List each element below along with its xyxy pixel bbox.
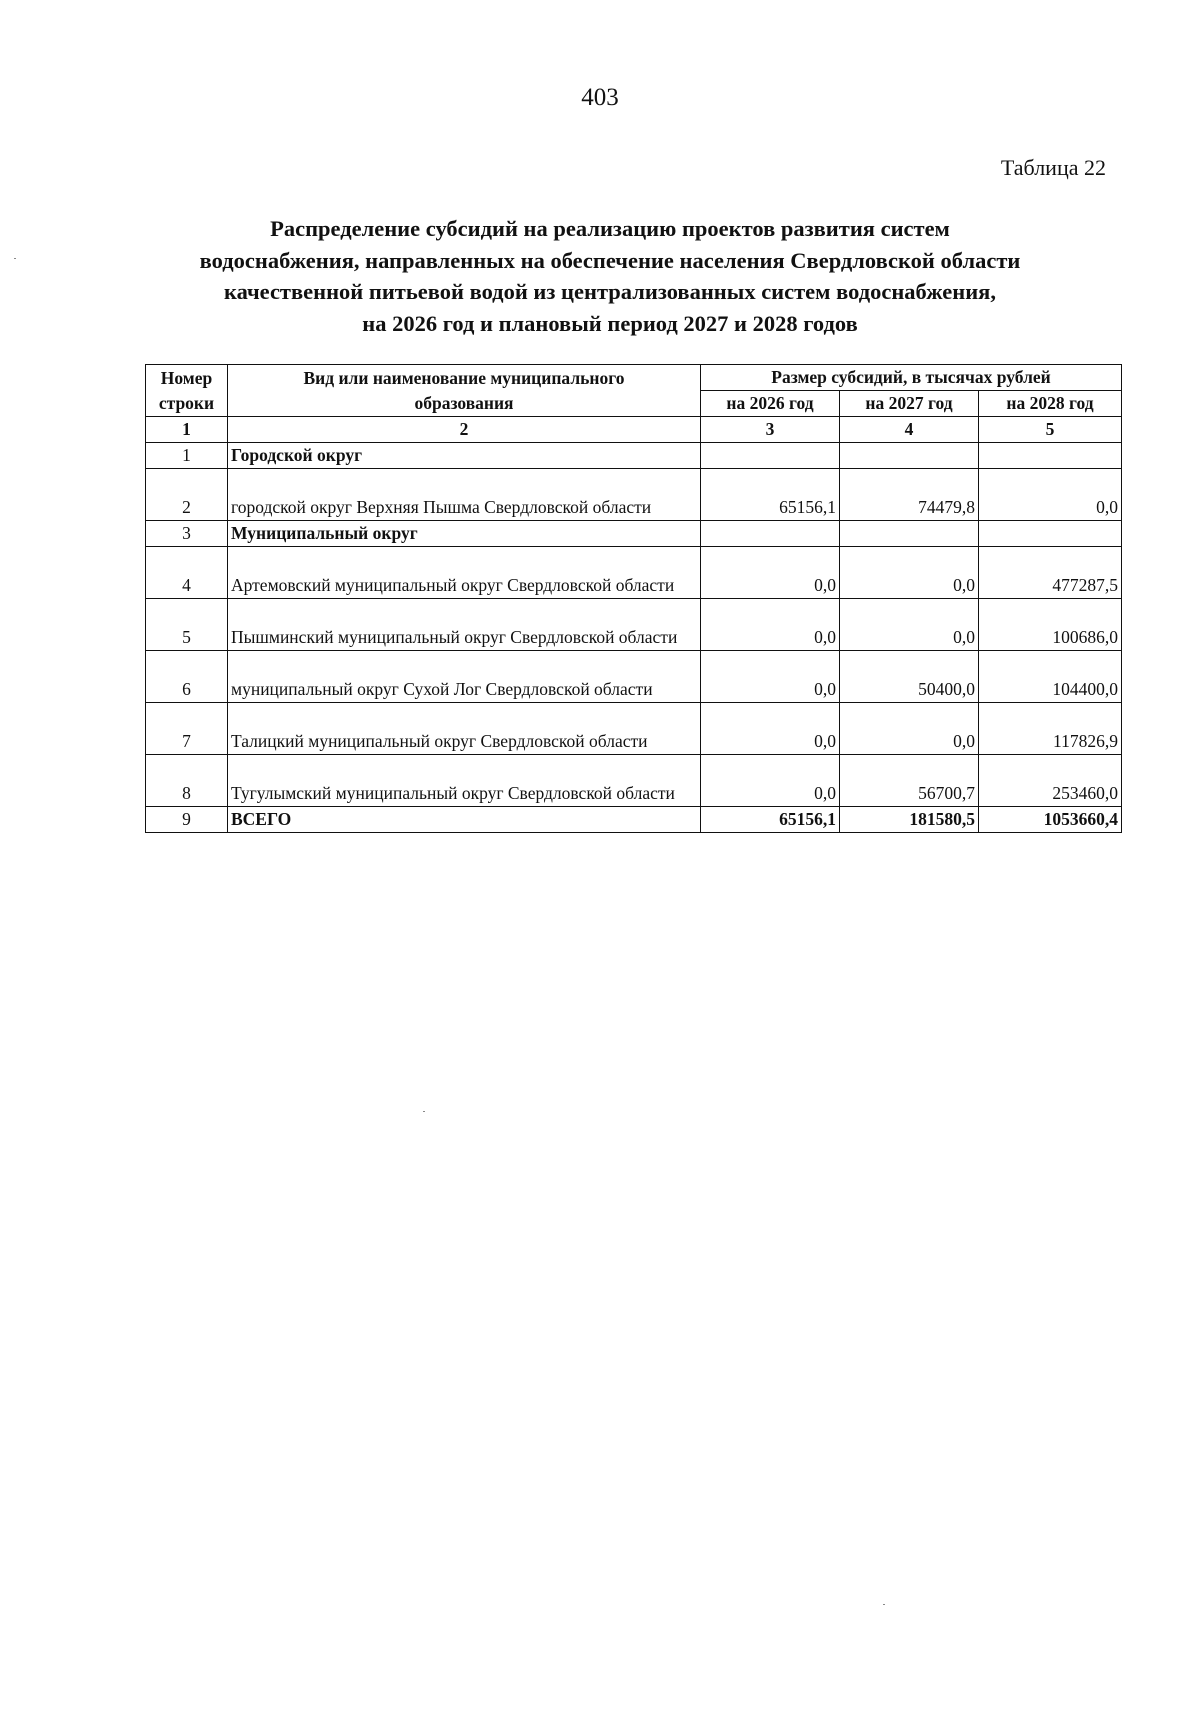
municipality-name: Артемовский муниципальный округ Свердловской области xyxy=(228,547,701,599)
total-2026: 65156,1 xyxy=(701,807,840,833)
header-name xyxy=(228,365,701,391)
subsidies-table xyxy=(145,364,1122,833)
column-number: 1 xyxy=(146,417,228,443)
value-2026: 0,0 xyxy=(701,547,840,599)
table-row xyxy=(146,755,1122,807)
value-2026: 65156,1 xyxy=(701,469,840,521)
table-row xyxy=(146,521,1122,547)
value-2028: 253460,0 xyxy=(979,755,1122,807)
table-row xyxy=(146,469,1122,521)
municipality-name: Талицкий муниципальный округ Свердловской области xyxy=(228,703,701,755)
title-line: на 2026 год и плановый период 2027 и 2028 годов xyxy=(362,310,858,336)
total-2028: 1053660,4 xyxy=(979,807,1122,833)
header-text: Вид или наименование муниципального xyxy=(303,367,625,388)
row-number: 9 xyxy=(146,807,228,833)
row-number: 5 xyxy=(146,599,228,651)
header-text: образования xyxy=(414,393,514,413)
value-2028: 104400,0 xyxy=(979,651,1122,703)
title-line: водоснабжения, направленных на обеспечение населения Свердловской области xyxy=(199,247,1021,273)
table-row xyxy=(146,703,1122,755)
column-number: 5 xyxy=(979,417,1122,443)
value-2028: 117826,9 xyxy=(979,703,1122,755)
value-2028 xyxy=(979,443,1122,469)
header-text: Номер xyxy=(160,367,213,388)
scan-speck xyxy=(883,1604,885,1605)
value-2026 xyxy=(701,521,840,547)
row-number: 6 xyxy=(146,651,228,703)
row-number: 8 xyxy=(146,755,228,807)
value-2026: 0,0 xyxy=(701,703,840,755)
municipality-name: Городской округ xyxy=(228,443,701,469)
header-year-2028: на 2028 год xyxy=(979,391,1122,417)
value-2028: 100686,0 xyxy=(979,599,1122,651)
document-title xyxy=(130,213,1090,339)
value-2026 xyxy=(701,443,840,469)
value-2028: 0,0 xyxy=(979,469,1122,521)
header-row-number-cont xyxy=(146,391,228,417)
value-2027 xyxy=(840,443,979,469)
municipality-name: Тугулымский муниципальный округ Свердловской области xyxy=(228,755,701,807)
value-2027: 74479,8 xyxy=(840,469,979,521)
value-2026: 0,0 xyxy=(701,651,840,703)
title-line: качественной питьевой водой из централизованных систем водоснабжения, xyxy=(224,279,996,304)
column-number: 3 xyxy=(701,417,840,443)
value-2027: 56700,7 xyxy=(840,755,979,807)
table-row xyxy=(146,599,1122,651)
table-row xyxy=(146,651,1122,703)
municipality-name: Пышминский муниципальный округ Свердловской области xyxy=(228,599,701,651)
header-amount-group: Размер субсидий, в тысячах рублей xyxy=(701,365,1122,391)
value-2027 xyxy=(840,521,979,547)
header-year-2027: на 2027 год xyxy=(840,391,979,417)
value-2026: 0,0 xyxy=(701,599,840,651)
municipality-name: муниципальный округ Сухой Лог Свердловской области xyxy=(228,651,701,703)
scan-speck xyxy=(423,1111,425,1112)
row-number: 1 xyxy=(146,443,228,469)
value-2027: 0,0 xyxy=(840,547,979,599)
page-number: 403 xyxy=(581,84,619,111)
table-row xyxy=(146,547,1122,599)
municipality-name: Муниципальный округ xyxy=(228,521,701,547)
title-line: Распределение субсидий на реализацию проектов развития систем xyxy=(270,216,950,241)
row-number: 4 xyxy=(146,547,228,599)
value-2028 xyxy=(979,521,1122,547)
header-row-number xyxy=(146,365,228,391)
table-label: Таблица 22 xyxy=(1000,155,1106,180)
value-2027: 50400,0 xyxy=(840,651,979,703)
municipality-name: городской округ Верхняя Пышма Свердловской области xyxy=(228,469,701,521)
value-2027: 0,0 xyxy=(840,599,979,651)
total-row xyxy=(146,807,1122,833)
row-number: 3 xyxy=(146,521,228,547)
row-number: 7 xyxy=(146,703,228,755)
header-name-cont xyxy=(228,391,701,417)
total-label: ВСЕГО xyxy=(228,807,701,833)
header-text: строки xyxy=(158,393,215,413)
value-2026: 0,0 xyxy=(701,755,840,807)
value-2027: 0,0 xyxy=(840,703,979,755)
scan-speck xyxy=(14,258,16,259)
column-number: 4 xyxy=(840,417,979,443)
table-row xyxy=(146,443,1122,469)
value-2028: 477287,5 xyxy=(979,547,1122,599)
total-2027: 181580,5 xyxy=(840,807,979,833)
header-year-2026: на 2026 год xyxy=(701,391,840,417)
row-number: 2 xyxy=(146,469,228,521)
column-number: 2 xyxy=(228,417,701,443)
